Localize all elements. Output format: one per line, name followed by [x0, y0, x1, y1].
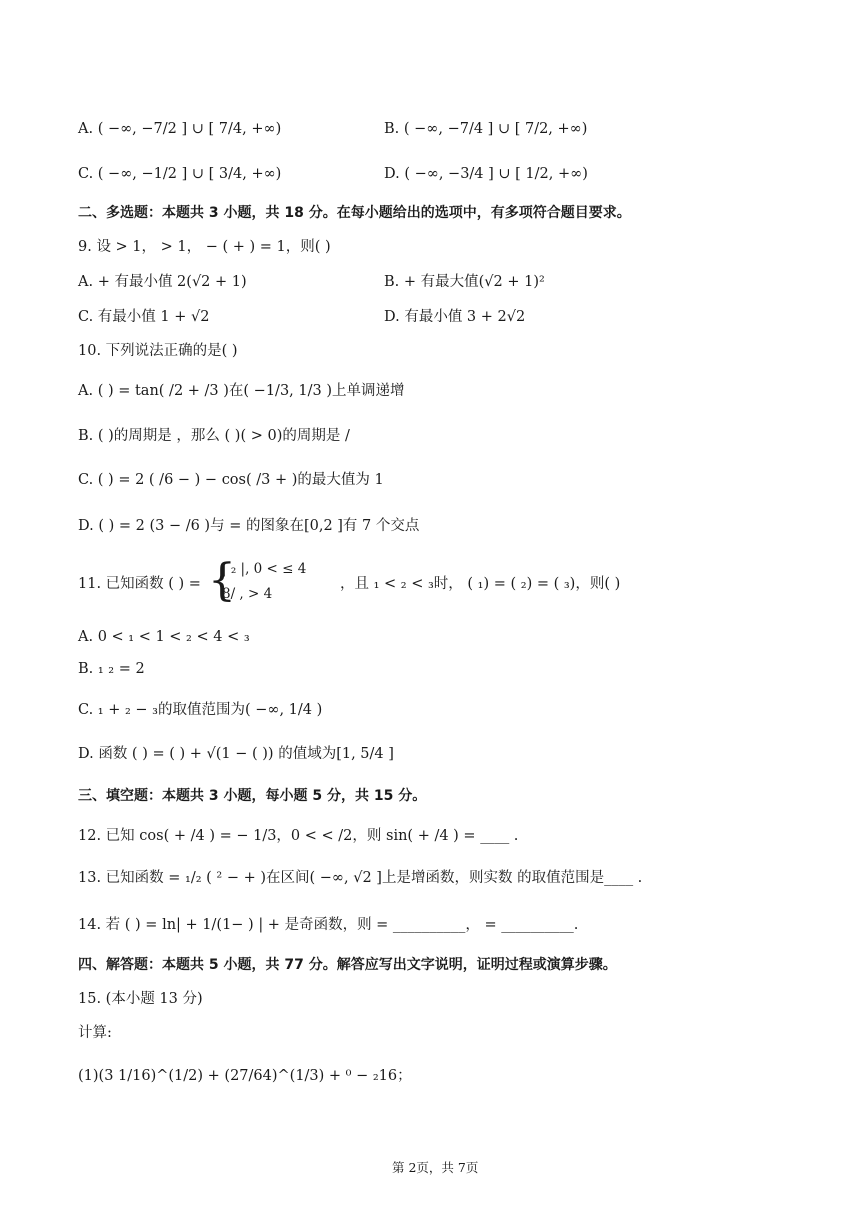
- q11-piece-1: | ₂ |, 0 < ≤ 4: [222, 561, 307, 577]
- q11-stem-suffix: ，且 ₁ < ₂ < ₃时， ( ₁) = ( ₂) = ( ₃)，则( ): [340, 576, 621, 592]
- section4-heading: 四、解答题：本题共 5 小题，共 77 分。解答应写出文字说明，证明过程或演算步骤。: [78, 957, 617, 973]
- q11-brace: {: [208, 555, 236, 606]
- q8-option-c: C. ( −∞, −1/2 ] ∪ [ 3/4, +∞): [78, 166, 282, 182]
- q10-option-b: B. ( )的周期是 ，那么 ( )( > 0)的周期是 /: [78, 428, 350, 444]
- q15-instruction: 计算:: [78, 1025, 112, 1041]
- q11-option-d: D. 函数 ( ) = ( ) + √(1 − ( )) 的值域为[1, 5/4 ]: [78, 746, 394, 762]
- q11-option-a: A. 0 < ₁ < 1 < ₂ < 4 < ₃: [78, 629, 250, 645]
- q11-option-b: B. ₁ ₂ = 2: [78, 661, 145, 677]
- section3-heading: 三、填空题：本题共 3 小题，每小题 5 分，共 15 分。: [78, 788, 427, 804]
- q9-option-a: A. + 有最小值 2(√2 + 1): [78, 274, 247, 290]
- q10-stem: 10. 下列说法正确的是( ): [78, 343, 238, 359]
- q8-option-a: A. ( −∞, −7/2 ] ∪ [ 7/4, +∞): [78, 121, 282, 137]
- section2-heading: 二、多选题：本题共 3 小题，共 18 分。在每小题给出的选项中，有多项符合题目要求。: [78, 205, 631, 221]
- page-footer: 第 2页，共 7页: [392, 1160, 479, 1175]
- q11-piece-2: 8/ , > 4: [222, 586, 273, 602]
- q9-option-c: C. 有最小值 1 + √2: [78, 309, 210, 325]
- q12-text: 12. 已知 cos( + /4 ) = − 1/3，0 < < /2，则 sin( + /4 ) = ____ .: [78, 828, 519, 844]
- q10-option-c: C. ( ) = 2 ( /6 − ) − cos( /3 + )的最大值为 1: [78, 472, 384, 488]
- q9-option-b: B. + 有最大值(√2 + 1)²: [384, 274, 545, 290]
- q9-option-d: D. 有最小值 3 + 2√2: [384, 309, 526, 325]
- q11-stem-prefix: 11. 已知函数 ( ) =: [78, 576, 201, 592]
- q8-option-b: B. ( −∞, −7/4 ] ∪ [ 7/2, +∞): [384, 121, 588, 137]
- q9-stem: 9. 设 > 1， > 1， − ( + ) = 1，则( ): [78, 239, 331, 255]
- q13-text: 13. 已知函数 = ₁/₂ ( ² − + )在区间( −∞, √2 ]上是增函数，则实数 的取值范围是____ .: [78, 870, 643, 886]
- q14-text: 14. 若 ( ) = ln| + 1/(1− ) | + 是奇函数，则 = __________， = __________.: [78, 917, 579, 933]
- q15-title: 15. (本小题 13 分): [78, 991, 203, 1007]
- q8-option-d: D. ( −∞, −3/4 ] ∪ [ 1/2, +∞): [384, 166, 588, 182]
- q10-option-a: A. ( ) = tan( /2 + /3 )在( −1/3, 1/3 )上单调递增: [78, 383, 405, 399]
- q15-part1: (1)(3 1/16)^(1/2) + (27/64)^(1/3) + ⁰ − ₂16；: [78, 1068, 412, 1084]
- q10-option-d: D. ( ) = 2 (3 − /6 )与 = 的图象在[0,2 ]有 7 个交点: [78, 518, 420, 534]
- q11-option-c: C. ₁ + ₂ − ₃的取值范围为( −∞, 1/4 ): [78, 702, 323, 718]
